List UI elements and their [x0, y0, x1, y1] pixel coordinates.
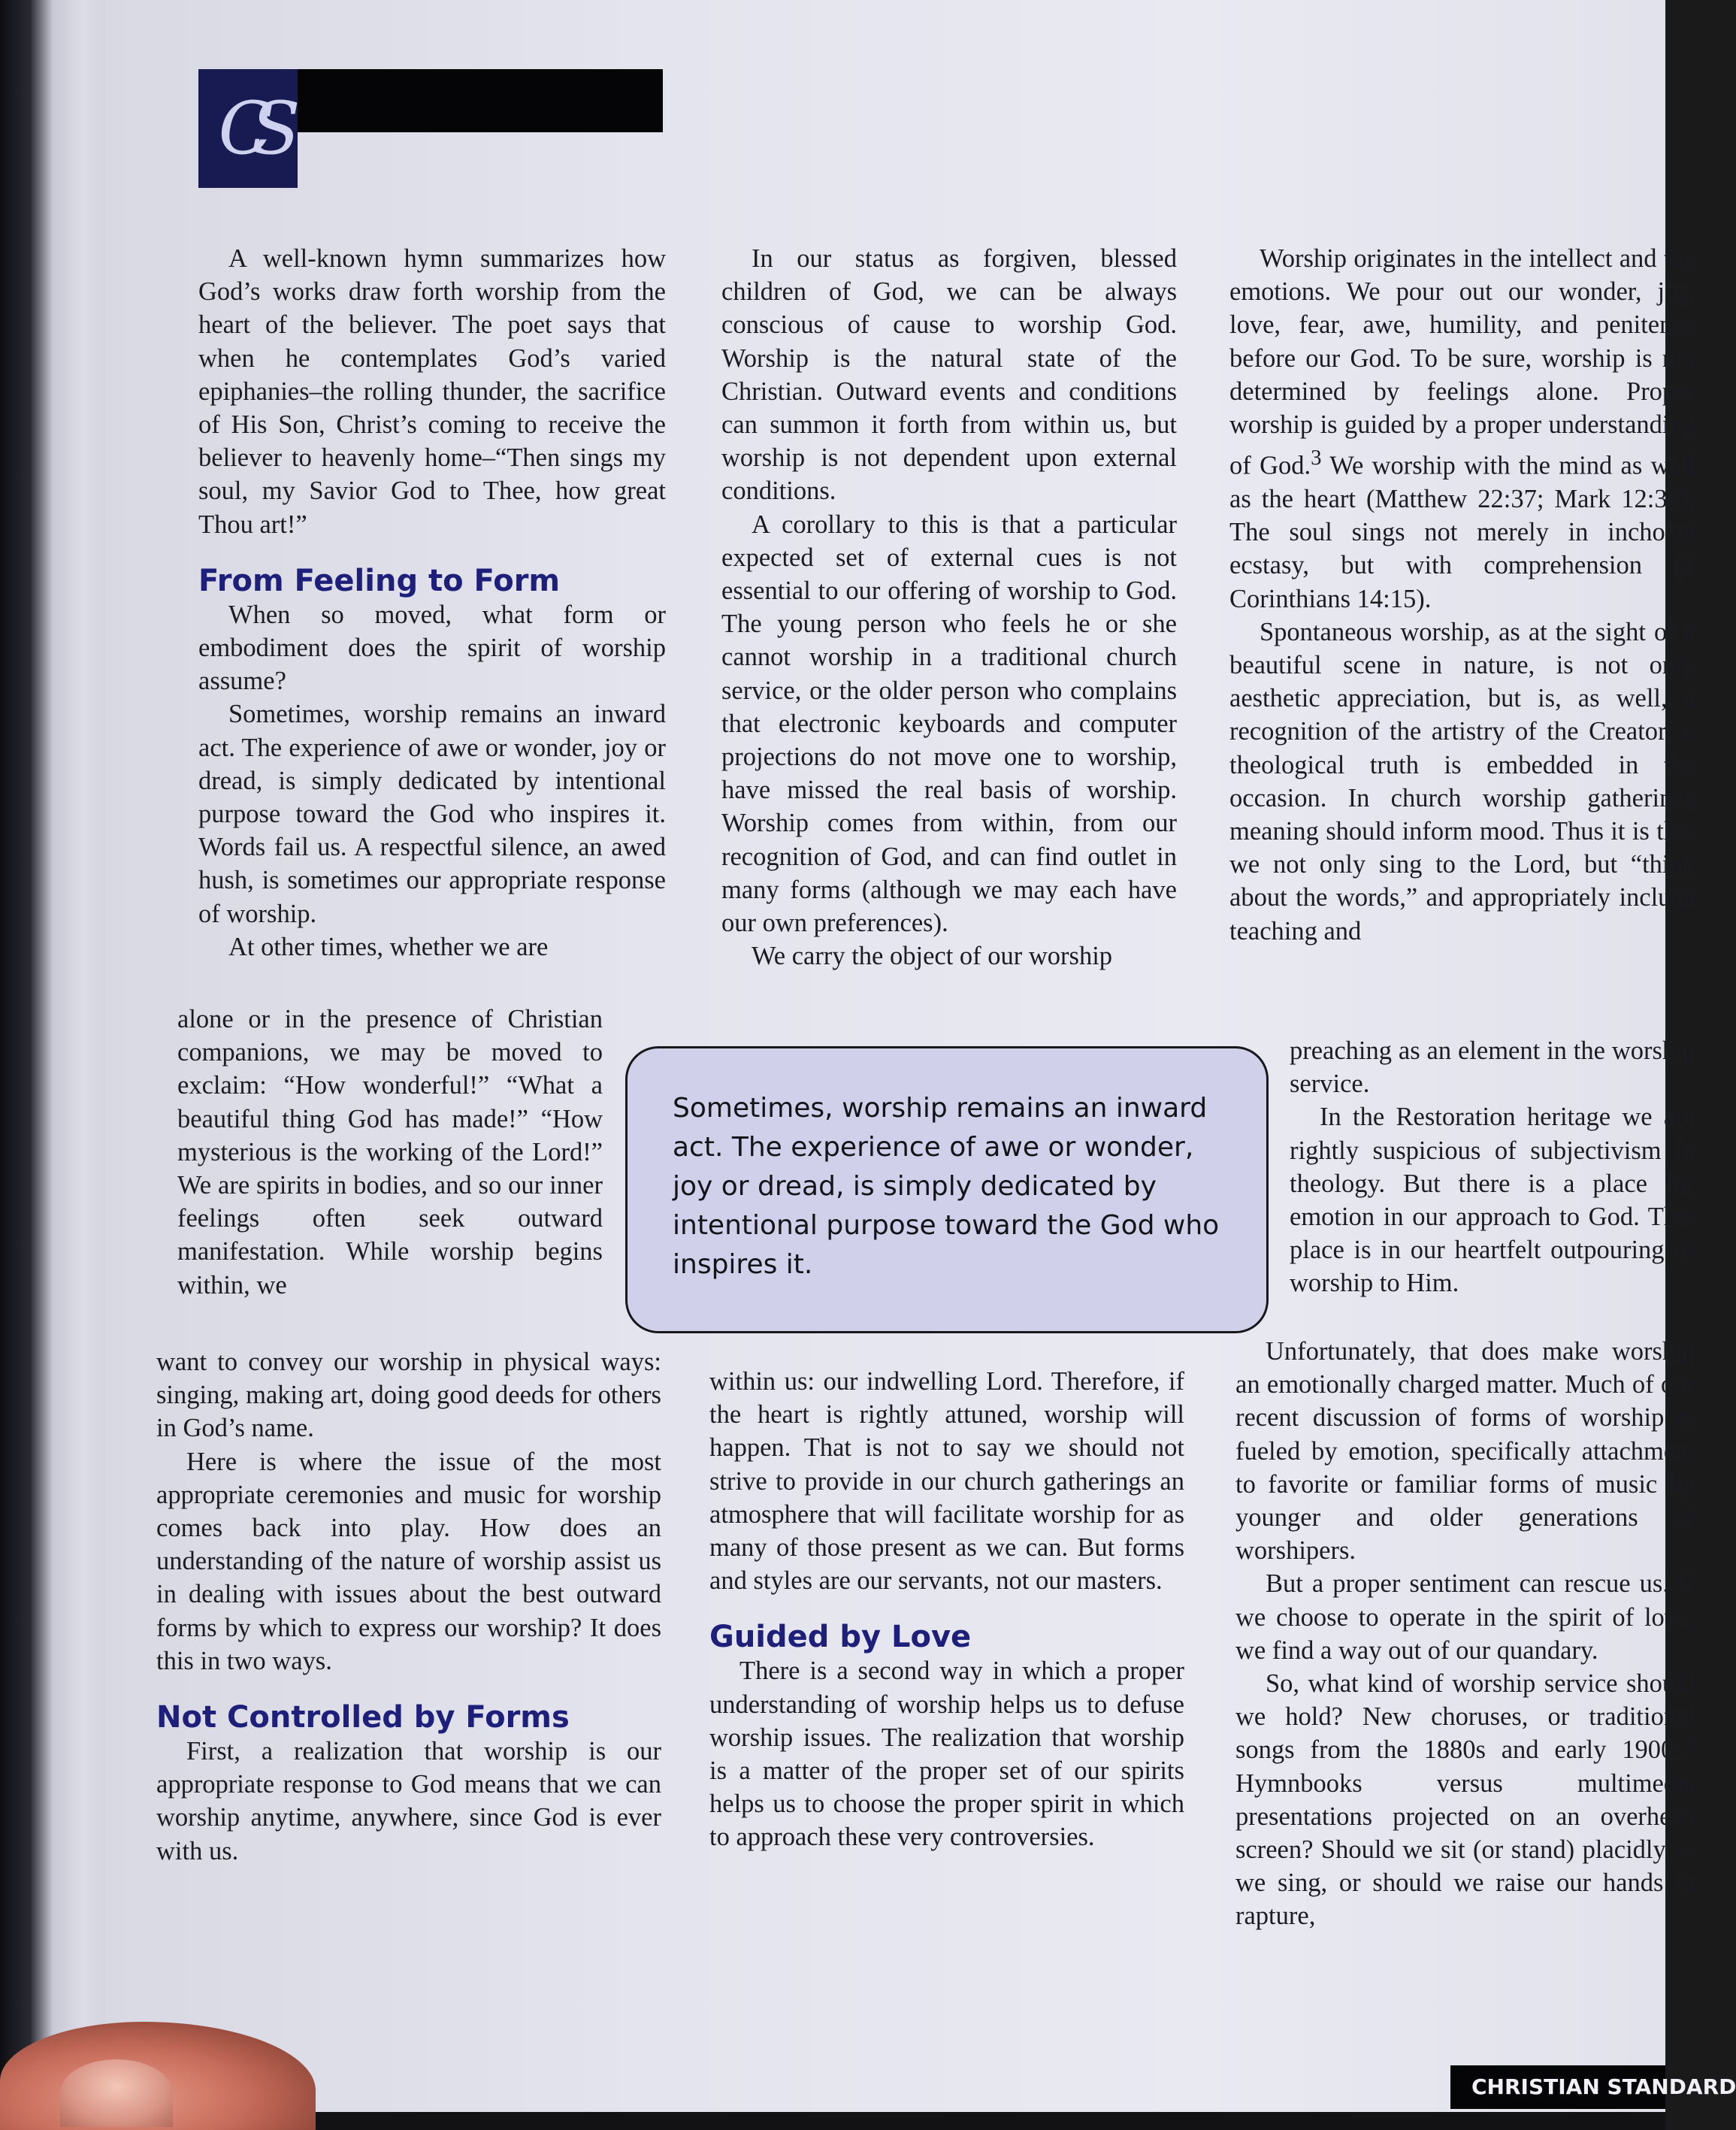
paragraph: In our status as forgiven, blessed children of God, we can be always conscious of cause to worship God. Worship is the natural state of the Christian. Outward events and conditions can summon it forth from within us, but worship is not dependent upon external conditions.	[721, 244, 1177, 506]
paragraph: A corollary to this is that a particular expected set of external cues is not essential to our offering of worship to God. The young person who feels he or she cannot worship in a traditional church service, or the older person who complains that electronic keyboards and computer projections do not move one to worship, have missed the real basis of worship. Worship comes from within, from our recognition of God, and can find outlet in many forms (although we may each have our own preferences).	[721, 510, 1177, 938]
paragraph: But a proper sentiment can rescue us. If we choose to operate in the spirit of love, we find a way out of our quandary.	[1235, 1569, 1695, 1665]
column-1-bottom	[156, 1345, 661, 1868]
pull-quote-text: Sometimes, worship remains an inward act. The experience of awe or wonder, joy or dread, is simply dedicated by intentional purpose toward the God who inspires it.	[673, 1093, 1220, 1280]
cs-logo	[198, 69, 298, 188]
paragraph: So, what kind of worship service should we hold? New choruses, or traditional songs from the 1880s and early 1900s? Hymnbooks versus multimedia presentations projected on an overhead screen? Should we sit (or stand) placidly as we sing, or should we raise our hands in rapture,	[1235, 1669, 1695, 1931]
paragraph-continued: within us: our indwelling Lord. Therefore, if the heart is rightly attuned, worship will happen. That is not to say we should not strive to provide in our church gatherings an atmosphere that will facilitate worship for as many of those present as we can. But forms and styles are our servants, not our masters.	[709, 1367, 1184, 1596]
paragraph: There is a second way in which a proper understanding of worship helps us to defuse worship issues. The realization that worship is a matter of the proper set of our spirits helps us to choose the proper spirit in which to approach these very controversies.	[709, 1656, 1184, 1852]
footnote-marker: 3	[1311, 446, 1322, 470]
paragraph: In the Restoration heritage we are rightly suspicious of subjectivism in theology. But there is a place for emotion in our approach to God. That place is in our heartfelt outpouring of worship to Him.	[1290, 1103, 1695, 1298]
heading-guided-by-love: Guided by Love	[709, 1620, 972, 1655]
column-2-top	[721, 242, 1177, 973]
paragraph: Unfortunately, that does make worship an emotionally charged matter. Much of our recent discussion of forms of worship is fueled by emotion, specifically attachment to favorite or familiar forms of music by younger and older generations of worshipers.	[1235, 1337, 1695, 1566]
paragraph-continued: preaching as an element in the worship service.	[1290, 1036, 1695, 1099]
column-3-bottom	[1235, 1335, 1695, 1933]
intro-paragraph: A well-known hymn summarizes how God’s works draw forth worship from the heart of the believer. The poet says that when he contemplates God’s varied epiphanies–the rolling thunder, the sacrifice of His Son, Christ’s coming to receive the believer to heavenly home–“Then sings my soul, my Savior God to Thee, how great Thou art!”	[198, 244, 666, 539]
magazine-title: CHRISTIAN STANDARD	[1471, 2074, 1736, 2099]
column-2-bottom	[709, 1365, 1184, 1854]
column-3-wrap	[1290, 1034, 1695, 1300]
column-1-wrap	[177, 1003, 603, 1302]
column-3-clip	[1225, 225, 1695, 2029]
paragraph: Spontaneous worship, as at the sight of a beautiful scene in nature, is not only aesthetic appreciation, but is, as well, a recognition of the artistry of the Creator; a theological truth is embedded in the occasion. In church worship gatherings meaning should inform mood. Thus it is that we not only sing to the Lord, but “think about the words,” and appropriately include teaching and	[1229, 617, 1695, 945]
left-page-edge	[0, 0, 113, 2130]
magazine-footer	[1450, 2065, 1736, 2109]
paragraph-continued: alone or in the presence of Christian companions, we may be moved to exclaim: “How wonderful!” “What a beautiful thing God has made!” “How mysterious is the working of the Lord!” We are spirits in bodies, and so our inner feelings often seek outward manifestation. While worship begins within, we	[177, 1005, 603, 1299]
paragraph: When so moved, what form or embodiment does the spirit of worship assume?	[198, 600, 666, 696]
paragraph: We carry the object of our worship	[752, 942, 1113, 971]
paragraph: At other times, whether we are	[228, 932, 549, 961]
paragraph: Here is where the issue of the most appropriate ceremonies and music for worship comes back into play. How does an understanding of the nature of worship assist us in dealing with issues about the best outward forms by which to express our worship? It does this in two ways.	[156, 1447, 661, 1675]
column-3-top	[1229, 242, 1695, 948]
paragraph	[1229, 242, 1695, 616]
text-run: Worship originates in the intellect and the emotions. We pour out our wonder, joy, love, fear, awe, humility, and penitence before our God. To be sure, worship is not determined by feelings alone. Proper worship is guided by a proper understanding of God.	[1229, 244, 1695, 480]
paragraph: First, a realization that worship is our appropriate response to God means that we can worship anytime, anywhere, since God is ever with us.	[156, 1737, 661, 1865]
heading-from-feeling-to-form: From Feeling to Form	[198, 563, 561, 598]
logo-monogram: CS	[218, 86, 278, 171]
paragraph: Sometimes, worship remains an inward act. The experience of awe or wonder, joy or dread, is simply dedicated by intentional purpose toward the God who inspires it. Words fail us. A respectful silence, an awed hush, is sometimes our appropriate response of worship.	[198, 700, 666, 928]
thumb-nail	[60, 2059, 173, 2127]
pull-quote	[625, 1046, 1269, 1333]
text-run: We worship with the mind as well as the heart (Matthew 22:37; Mark 12:30). The soul sings not merely in inchoate ecstasy, but with comprehension (1 Corinthians 14:15).	[1229, 451, 1695, 613]
column-1-top	[198, 242, 666, 964]
heading-not-controlled-by-forms: Not Controlled by Forms	[156, 1700, 570, 1735]
paragraph-continued: want to convey our worship in physical ways: singing, making art, doing good deeds for others in God’s name.	[156, 1348, 661, 1443]
